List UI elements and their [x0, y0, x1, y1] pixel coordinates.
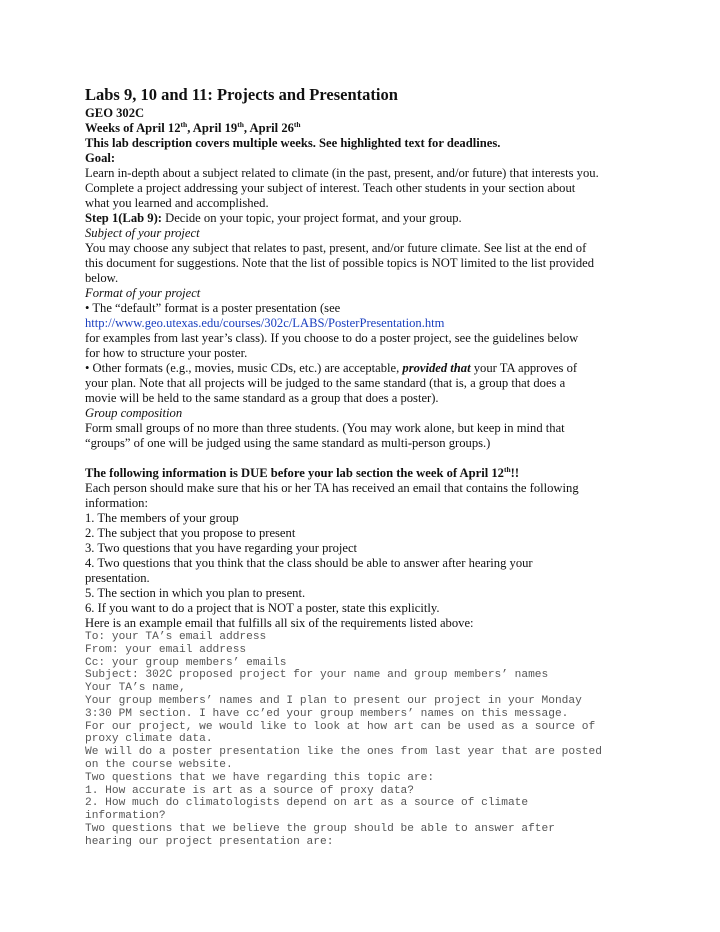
spacer: [85, 451, 625, 466]
email-line: We will do a poster presentation like the ones from last year that are posted: [85, 746, 602, 759]
format-heading: Format of your project: [85, 286, 201, 300]
format-line: movie will be held to the same standard as a group that does a poster).: [85, 391, 439, 405]
email-line: From: your email address: [85, 643, 247, 656]
deadline-note: This lab description covers multiple weeks. See highlighted text for deadlines.: [85, 136, 501, 150]
format-bullet-default: • The “default” format is a poster presentation (see: [85, 301, 341, 315]
requirement-item: 1. The members of your group: [85, 511, 239, 525]
email-line: proxy climate data.: [85, 733, 213, 746]
email-line: on the course website.: [85, 758, 233, 771]
provided-that-emphasis: provided that: [402, 361, 471, 375]
email-line: 3:30 PM section. I have cc’ed your group members’ names on this message.: [85, 707, 569, 720]
goal-heading: Goal:: [85, 151, 116, 165]
page-title: Labs 9, 10 and 11: Projects and Presentation: [85, 85, 398, 104]
goal-line: Complete a project addressing your subject of interest. Teach other students in your section about: [85, 181, 576, 195]
email-line: Two questions that we believe the group should be able to answer after: [85, 822, 555, 835]
group-line: “groups” of one will be judged using the same standard as multi-person groups.): [85, 436, 491, 450]
subject-line: below.: [85, 271, 119, 285]
group-line: Form small groups of no more than three students. (You may work alone, but keep in mind that: [85, 421, 565, 435]
document-page: [85, 84, 625, 849]
subject-line: this document for suggestions. Note that the list of possible topics is NOT limited to the list provided: [85, 256, 595, 270]
due-heading: The following information is DUE before your lab section the week of April 12th!!: [85, 464, 520, 480]
format-line: your plan. Note that all projects will be judged to the same standard (that is, a group that does a: [85, 376, 566, 390]
step1-label: Step 1(Lab 9):: [85, 211, 162, 225]
email-line: Two questions that we have regarding this topic are:: [85, 771, 435, 784]
subject-line: You may choose any subject that relates to past, present, and/or future climate. See list at the end of: [85, 241, 587, 255]
subject-heading: Subject of your project: [85, 226, 200, 240]
due-line: information:: [85, 496, 148, 510]
poster-examples-link[interactable]: http://www.geo.utexas.edu/courses/302c/LABS/PosterPresentation.htm: [85, 316, 445, 330]
step1-text: Decide on your topic, your project format, and your group.: [161, 211, 462, 225]
format-line: for examples from last year’s class). If you choose to do a poster project, see the guidelines below: [85, 331, 579, 345]
requirement-item: 3. Two questions that you have regarding your project: [85, 541, 358, 555]
email-line: Your group members’ names and I plan to present our project in your Monday: [85, 694, 582, 707]
requirement-item: 6. If you want to do a project that is NOT a poster, state this explicitly.: [85, 601, 440, 615]
goal-line: what you learned and accomplished.: [85, 196, 269, 210]
course-code: GEO 302C: [85, 106, 145, 120]
goal-line: Learn in-depth about a subject related to climate (in the past, present, and/or future) that interests you.: [85, 166, 599, 180]
step1-line: [85, 211, 625, 226]
email-line: Your TA’s name,: [85, 682, 186, 695]
weeks-line: Weeks of April 12th, April 19th, April 26th: [85, 119, 301, 135]
example-intro: Here is an example email that fulfills all six of the requirements listed above:: [85, 616, 474, 630]
email-line: Subject: 302C proposed project for your name and group members’ names: [85, 669, 549, 682]
email-line: hearing our project presentation are:: [85, 835, 334, 848]
email-line: To: your TA’s email address: [85, 631, 267, 643]
due-line: Each person should make sure that his or her TA has received an email that contains the following: [85, 481, 579, 495]
requirement-item: 5. The section in which you plan to present.: [85, 586, 306, 600]
email-line: 1. How accurate is art as a source of proxy data?: [85, 784, 414, 797]
requirement-item: 2. The subject that you propose to present: [85, 526, 296, 540]
requirement-item: presentation.: [85, 571, 150, 585]
email-line: 2. How much do climatologists depend on art as a source of climate: [85, 797, 529, 810]
requirement-item: 4. Two questions that you think that the class should be able to answer after hearing your: [85, 556, 533, 570]
email-line: Cc: your group members’ emails: [85, 656, 287, 669]
format-bullet-other: • Other formats (e.g., movies, music CDs, etc.) are acceptable, provided that your TA approves of: [85, 361, 578, 375]
format-line: for how to structure your poster.: [85, 346, 248, 360]
email-line: For our project, we would like to look at how art can be used as a source of: [85, 720, 596, 733]
email-line: information?: [85, 810, 166, 823]
group-heading: Group composition: [85, 406, 183, 420]
